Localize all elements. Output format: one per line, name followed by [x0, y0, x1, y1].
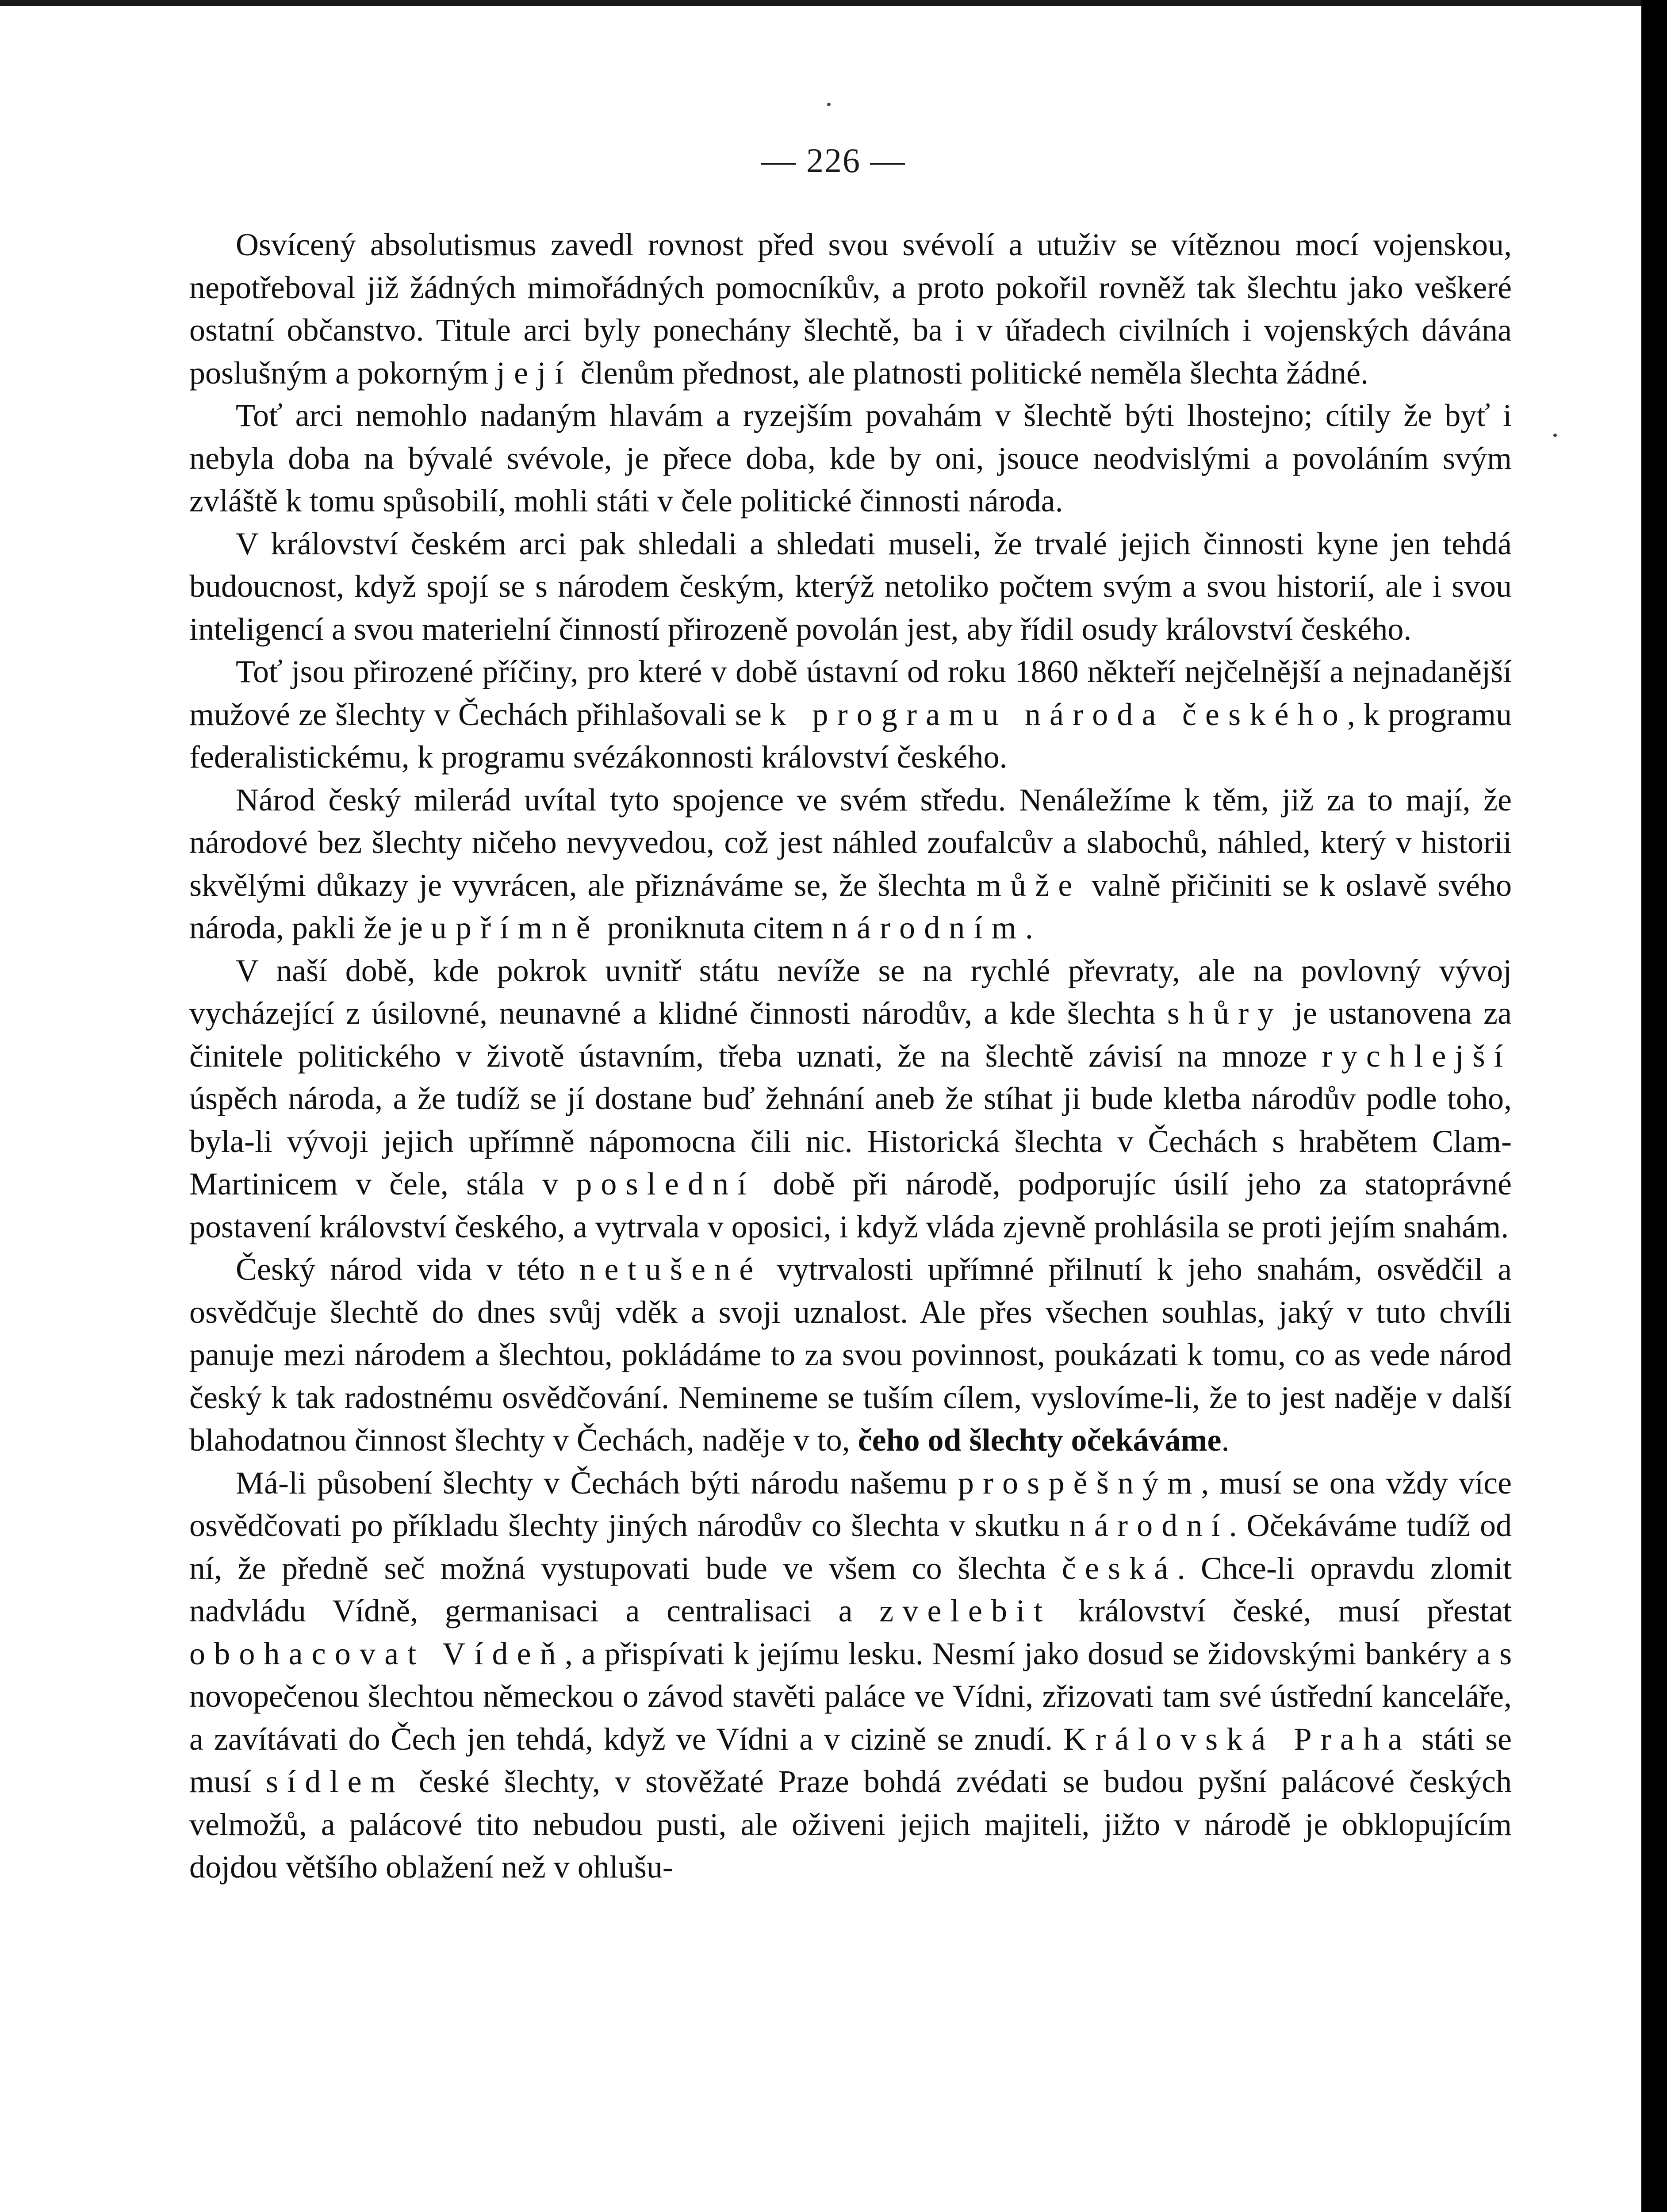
paragraph-6: [189, 949, 1512, 1248]
text-run: je ustanovena za činitele politického v životě ústavním, třeba uznati, že na šlechtě závisí na mnoze: [189, 995, 1512, 1074]
spaced-emphasis: poslední: [576, 1166, 755, 1202]
spaced-emphasis: národním: [832, 910, 1025, 945]
spaced-emphasis: obohacovat Vídeň: [189, 1636, 565, 1671]
text-run: úspěch národa, a že tudíž se jí dostane buď žehnání aneb že stíhat ji bude kletba národův podle toho, byla-li vývoji jejich upřímně nápomocna čili nic. Historická šlechta v Čechách s hrabětem Clam-Martinicem v čele, stála v: [189, 1081, 1512, 1202]
scan-edge-top: [0, 0, 1667, 6]
text-run: Národ český milerád uvítal tyto spojence ve svém středu. Nenáležíme k těm, již za to mají, že národové bez šlechty ničeho nevyvedou, což jest náhled zoufalcův a slabochů, náhled, který v historii skvělými důkazy je vyvrácen, ale přiznáváme se, že šlechta: [189, 782, 1512, 903]
page-number: — 226 —: [761, 141, 906, 180]
text-run: , musí se ona vždy více osvědčovati po příkladu šlechty jiných národův co šlechta v skutku: [189, 1465, 1512, 1543]
spaced-emphasis: prospěšným: [958, 1465, 1201, 1501]
paragraph-2: [189, 394, 1512, 522]
text-run: V naší době, kde pokrok uvnitř státu nevíže se na rychlé převraty, ale na povlovný vývoj vycházející z úsilovné, neunavné a klidné činnosti národův, a kde šlechta: [189, 952, 1512, 1031]
scan-edge-right: [1641, 0, 1667, 2212]
text-run: .: [1221, 1422, 1230, 1458]
spaced-emphasis: národní: [1069, 1508, 1229, 1543]
paragraph-7: [189, 1248, 1512, 1462]
text-run: státi se musí: [189, 1721, 1512, 1799]
paragraph-3: [189, 522, 1512, 651]
text-run: království české, musí přestat: [1051, 1593, 1512, 1628]
paragraph-8: [189, 1462, 1512, 1889]
text-run: české šlechty, v stověžaté Praze bohdá zvédati se budou pyšní palácové českých velmožů, a palácové tito nebudou pusti, ale oživeni jejich majiteli, jižto v národě je obklopujícím dojdou většího oblažení než v ohlušu-: [189, 1764, 1512, 1885]
spaced-emphasis: česká: [1062, 1550, 1177, 1586]
text-run: Český národ vida v této: [236, 1252, 580, 1287]
text-run: .: [1025, 910, 1033, 945]
spaced-emphasis: její: [496, 355, 573, 391]
text-run: Toť arci nemohlo nadaným hlavám a ryzejším povahám v šlechtě býti lhostejno; cítily že byť i nebyla doba na bývalé svévole, je přece doba, kde by oni, jsouce neodvislými a povoláním svým zvláště k tomu spůsobilí, mohli státi v čele politické činnosti národa.: [189, 398, 1512, 518]
spaced-emphasis: může: [976, 867, 1081, 903]
spaced-emphasis: shůry: [1167, 995, 1283, 1031]
scan-speck: [1553, 434, 1557, 437]
text-run: členům přednost, ale platnosti politické neměla šlechta žádné.: [572, 355, 1368, 391]
text-run: Má-li působení šlechty v Čechách býti národu našemu: [236, 1465, 958, 1501]
spaced-emphasis: k programu národa českého: [770, 696, 1347, 732]
text-run: , k programu federalistickému, k programu svézákonnosti království českého.: [189, 696, 1512, 775]
spaced-emphasis: sídlem: [266, 1764, 404, 1799]
text-run: Osvícený absolutismus zavedl rovnost před svou svévolí a utuživ se vítěznou mocí vojenskou, nepotřeboval již žádných mimořádných pomocníkův, a proto pokořil rovněž tak šlechtu jako veškeré ostatní občanstvo. Titule arci byly ponechány šlechtě, ba i v úřadech civilních i vojenských dávána poslušným a pokorným: [189, 227, 1512, 391]
text-run: době při národě, podporujíc úsilí jeho za statoprávné postavení království českého, a vytrvala v oposici, i když vláda zjevně prohlásila se proti jejím snahám.: [189, 1166, 1512, 1244]
text-run: proniknuta citem: [599, 910, 832, 945]
spaced-emphasis: netušené: [579, 1252, 763, 1287]
text-run: , a přispívati k jejímu lesku. Nesmí jako dosud se židovskými bankéry a s novopečenou šlechtou německou o závod stavěti paláce ve Vídni, zřizovati tam své ústřední kanceláře, a zavítávati do Čech jen tehdá, když ve Vídni a v cizině se znudí.: [189, 1636, 1512, 1757]
scan-speck: [827, 103, 831, 106]
text-run: vytrvalosti upřímné přilnutí k jeho snahám, osvědčil a osvědčuje šlechtě do dnes svůj vděk a svoji uznalost. Ale přes všechen souhlas, jaký v tuto chvíli panuje mezi národem a šlechtou, pokládáme to za svou povinnost, poukázati k tomu, co as vede národ český k tak radostnému osvědčování. Nemineme se tuším cílem, vyslovíme-li, že to jest naděje v další blahodatnou činnost šlechty v Čechách, naděje v to,: [189, 1252, 1512, 1458]
text-run: valně přičiniti se k oslavě svého národa, pakli že je: [189, 867, 1512, 945]
spaced-emphasis: upřímně: [430, 910, 599, 945]
text-run: Toť jsou přirozené příčiny, pro které v době ústavní od roku 1860 někteří nejčelnější a nejnadanější mužové ze šlechty v Čechách přihlašovali se: [189, 654, 1512, 732]
paragraph-5: [189, 779, 1512, 949]
paragraph-1: [189, 223, 1512, 394]
paragraph-4: [189, 650, 1512, 779]
text-run: . Očekáváme tudíž od ní, že předně seč možná vystupovati bude ve všem co šlechta: [189, 1508, 1512, 1586]
text-run: . Chce-li opravdu zlomit nadvládu Vídně, germanisaci a centralisaci a: [189, 1550, 1512, 1628]
body-text: [189, 223, 1512, 1889]
text-run: V království českém arci pak shledali a shledati museli, že trvalé jejich činnosti kyne jen tehdá budoucnost, když spojí se s národem českým, kterýž netoliko počtem svým a svou historií, ale i svou inteligencí a svou materielní činností přirozeně povolán jest, aby řídil osudy království českého.: [189, 526, 1512, 647]
bold-emphasis: čeho od šlechty očekáváme: [858, 1422, 1222, 1458]
spaced-emphasis: Královská Praha: [1063, 1721, 1411, 1757]
spaced-emphasis: rychlejší: [1322, 1038, 1512, 1074]
spaced-emphasis: zvelebit: [879, 1593, 1052, 1628]
